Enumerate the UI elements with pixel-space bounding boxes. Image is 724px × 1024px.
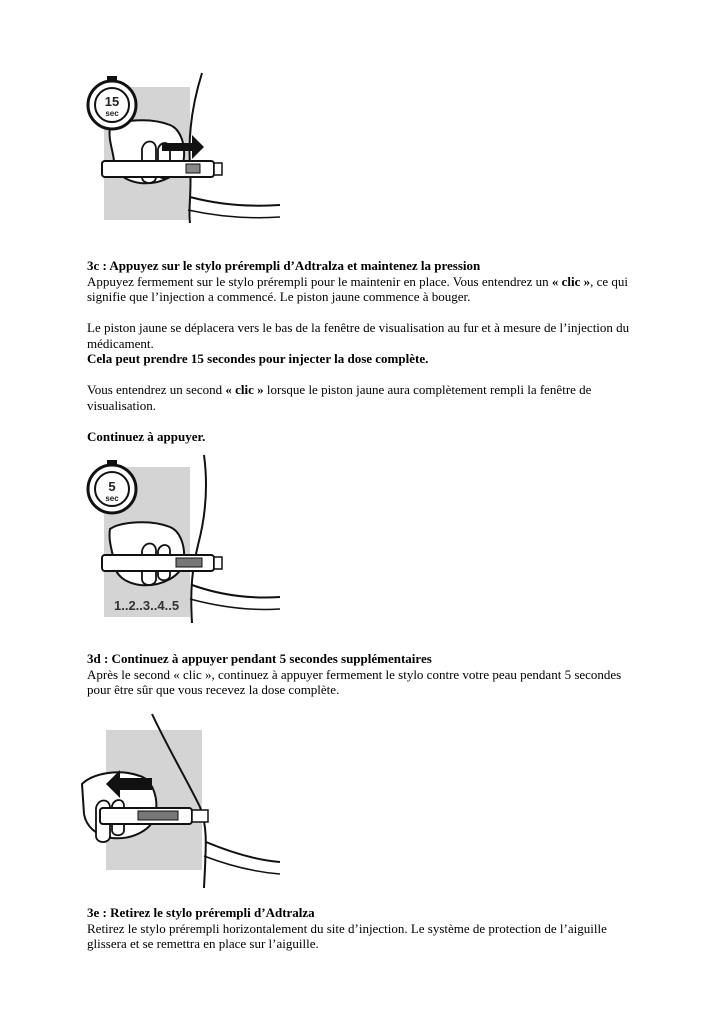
section-step-3c <box>87 258 647 444</box>
step-3e-paragraph-1: Retirez le stylo prérempli horizontalement du site d’injection. Le système de protection de l’aiguille glissera et se remettra en place sur l’aiguille. <box>87 920 607 951</box>
step-3c-heading: 3c : Appuyez sur le stylo prérempli d’Adtralza et maintenez la pression <box>87 258 481 273</box>
waistband-line <box>190 197 280 206</box>
section-step-3d <box>87 651 647 698</box>
step-3c-paragraph-3: Cela peut prendre 15 secondes pour injecter la dose complète. <box>87 351 429 366</box>
step-3e-heading: 3e : Retirez le stylo prérempli d’Adtralza <box>87 905 315 920</box>
pen-viewing-window <box>138 811 178 820</box>
step-3c-paragraph-4: Vous entendrez un second « clic » lorsque le piston jaune aura complètement rempli la fenêtre de visualisation. <box>87 382 592 413</box>
pen-viewing-window <box>186 164 200 173</box>
waistband-line <box>206 842 280 862</box>
timer-value: 15 <box>104 94 120 109</box>
section-step-3e <box>87 905 647 952</box>
timer-unit: sec <box>105 494 119 503</box>
illustration-step-3e <box>80 712 290 890</box>
illustration-step-3c <box>80 65 290 225</box>
body-outline <box>191 455 206 623</box>
step-3d-paragraph-1: Après le second « clic », continuez à appuyer fermement le stylo contre votre peau pendant 5 secondes pour être sûr que vous recevez la dose complète. <box>87 666 622 697</box>
waistband-line <box>192 585 280 598</box>
step-3c-paragraph-5: Continuez à appuyer. <box>87 428 206 444</box>
step-3c-paragraph-2: Le piston jaune se déplacera vers le bas de la fenêtre de visualisation au fur et à mesure de l’injection du médicament. <box>87 320 630 351</box>
step-3d-heading: 3d : Continuez à appuyer pendant 5 secondes supplémentaires <box>87 651 432 666</box>
timer-unit: sec <box>105 109 119 118</box>
step-3c-paragraph-1: Appuyez fermement sur le stylo prérempli pour le maintenir en place. Vous entendrez un « clic », ce qui signifie que l’injection a commencé. Le piston jaune commence à bouger. <box>87 273 629 304</box>
timer-value: 5 <box>108 479 116 494</box>
needle-guard <box>192 810 208 822</box>
pen-viewing-window <box>176 558 202 567</box>
count-caption: 1..2..3..4..5 <box>114 598 180 613</box>
illustration-step-3d <box>80 445 290 625</box>
